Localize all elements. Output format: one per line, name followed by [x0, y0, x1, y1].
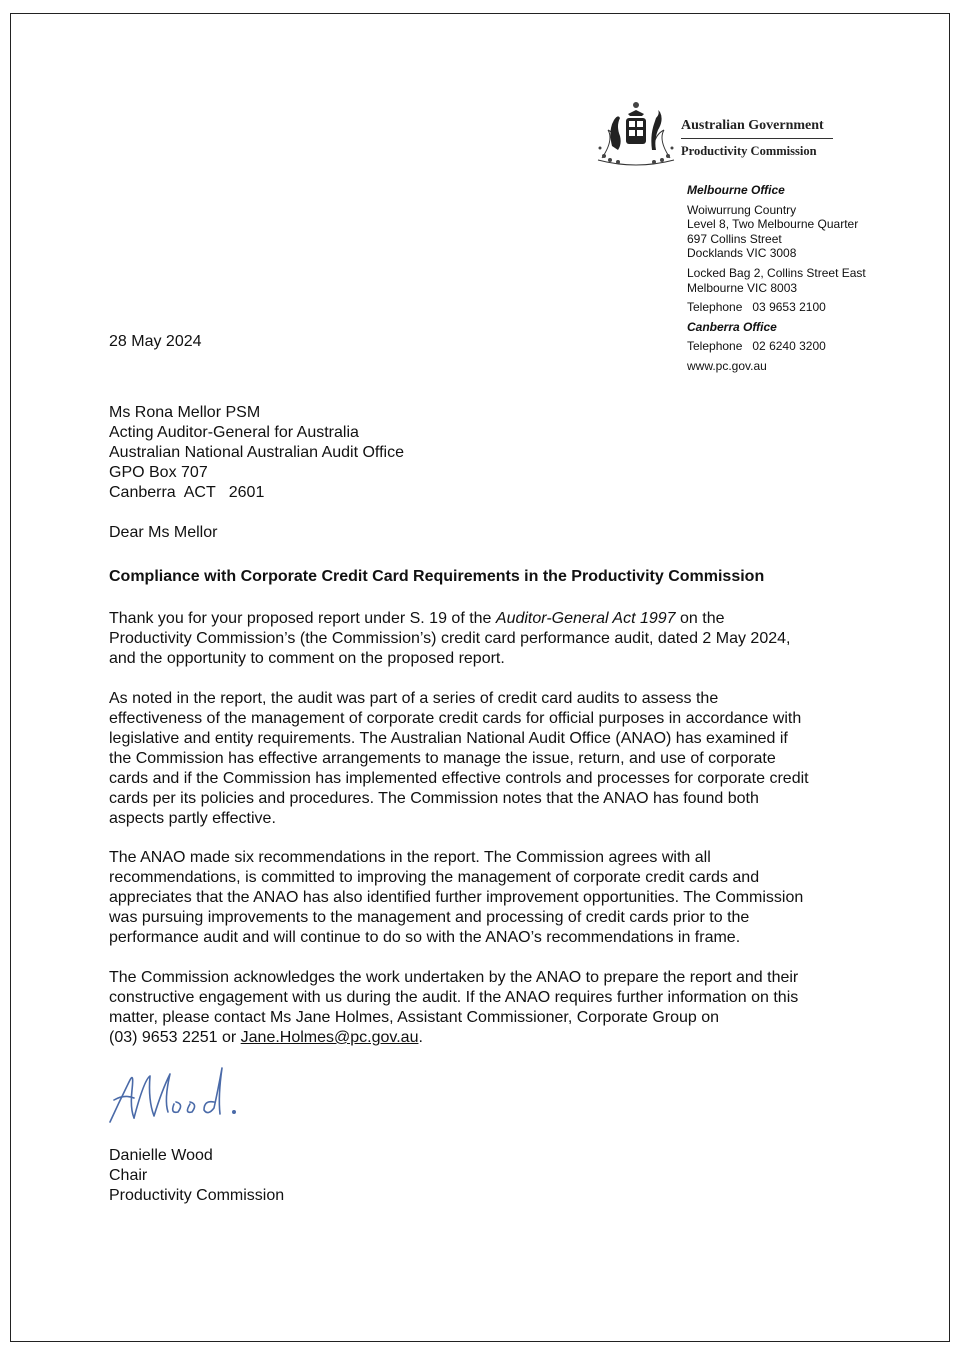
- melbourne-address-line: Woiwurrung Country: [687, 202, 797, 217]
- government-name: Australian Government: [681, 118, 824, 133]
- paragraph-text: .: [418, 1029, 423, 1046]
- recipient-line: Ms Rona Mellor PSM: [109, 404, 261, 421]
- paragraph-line: the Commission has effective arrangements to manage the issue, return, and use of corporate: [109, 750, 776, 767]
- letterhead-rule: [681, 138, 833, 139]
- paragraph-text: on the: [675, 610, 725, 627]
- letter-subject: Compliance with Corporate Credit Card Requirements in the Productivity Commission: [109, 568, 765, 585]
- body-paragraph-3: [109, 848, 879, 948]
- office-details: [687, 183, 866, 374]
- paragraph-line: cards and if the Commission has implemented effective controls and processes for corporate credit: [109, 770, 809, 787]
- letter-date: 28 May 2024: [109, 333, 202, 350]
- act-name: Auditor-General Act 1997: [495, 610, 676, 627]
- melbourne-address-line: Docklands VIC 3008: [687, 246, 797, 261]
- paragraph-line: matter, please contact Ms Jane Holmes, Assistant Commissioner, Corporate Group on: [109, 1009, 720, 1026]
- paragraph-line: recommendations, is committed to improving the management of corporate credit cards and: [109, 869, 760, 886]
- email-link[interactable]: Jane.Holmes@pc.gov.au: [240, 1029, 419, 1046]
- paragraph-line: The Commission acknowledges the work undertaken by the ANAO to prepare the report and their: [109, 969, 799, 986]
- paragraph-line: The ANAO made six recommendations in the report. The Commission agrees with all: [109, 849, 711, 866]
- melbourne-telephone: Telephone 03 9653 2100: [687, 300, 826, 315]
- signer-block: [109, 1146, 284, 1206]
- paragraph-line: and the opportunity to comment on the proposed report.: [109, 650, 505, 667]
- paragraph-text: Thank you for your proposed report under S. 19 of the: [109, 610, 496, 627]
- coat-of-arms-icon: [594, 100, 678, 166]
- paragraph-text: (03) 9653 2251 or: [109, 1029, 241, 1046]
- salutation: Dear Ms Mellor: [109, 524, 218, 541]
- organisation-name: Productivity Commission: [681, 144, 817, 158]
- paragraph-line: aspects partly effective.: [109, 810, 276, 827]
- signer-title: Chair: [109, 1167, 148, 1184]
- body-paragraph-1: [109, 609, 879, 669]
- melbourne-address-line: 697 Collins Street: [687, 231, 782, 246]
- canberra-telephone: Telephone 02 6240 3200: [687, 339, 826, 354]
- handwritten-signature: [104, 1060, 254, 1135]
- postal-address-line: Melbourne VIC 8003: [687, 280, 798, 295]
- canberra-office-heading: Canberra Office: [687, 319, 777, 334]
- body-paragraph-2: [109, 689, 879, 829]
- paragraph-line: constructive engagement with us during the audit. If the ANAO requires further information on this: [109, 989, 799, 1006]
- recipient-line: GPO Box 707: [109, 464, 208, 481]
- melbourne-office-heading: Melbourne Office: [687, 183, 785, 197]
- recipient-line: Acting Auditor-General for Australia: [109, 424, 359, 441]
- paragraph-line: performance audit and will continue to do so with the ANAO’s recommendations in frame.: [109, 929, 741, 946]
- paragraph-line: cards per its policies and procedures. The Commission notes that the ANAO has found both: [109, 790, 759, 807]
- recipient-line: Australian National Australian Audit Office: [109, 444, 404, 461]
- paragraph-line: As noted in the report, the audit was part of a series of credit card audits to assess the: [109, 690, 719, 707]
- melbourne-address-line: Level 8, Two Melbourne Quarter: [687, 217, 859, 232]
- paragraph-line: effectiveness of the management of corporate credit cards for official purposes in accordance with: [109, 710, 802, 727]
- paragraph-line: appreciates that the ANAO has also identified further improvement opportunities. The Commission: [109, 889, 804, 906]
- signer-name: Danielle Wood: [109, 1147, 213, 1164]
- recipient-line: Canberra ACT 2601: [109, 484, 265, 501]
- paragraph-line: Productivity Commission’s (the Commission’s) credit card performance audit, dated 2 May 2024,: [109, 630, 791, 647]
- letterhead: [594, 100, 844, 166]
- signer-organisation: Productivity Commission: [109, 1187, 285, 1204]
- website-link[interactable]: www.pc.gov.au: [687, 358, 767, 373]
- recipient-address: [109, 383, 404, 523]
- postal-address-line: Locked Bag 2, Collins Street East: [687, 265, 866, 280]
- paragraph-line: legislative and entity requirements. The Australian National Audit Office (ANAO) has examined if: [109, 730, 788, 747]
- body-paragraph-4: [109, 968, 879, 1048]
- paragraph-line: was pursuing improvements to the management and processing of credit cards prior to the: [109, 909, 750, 926]
